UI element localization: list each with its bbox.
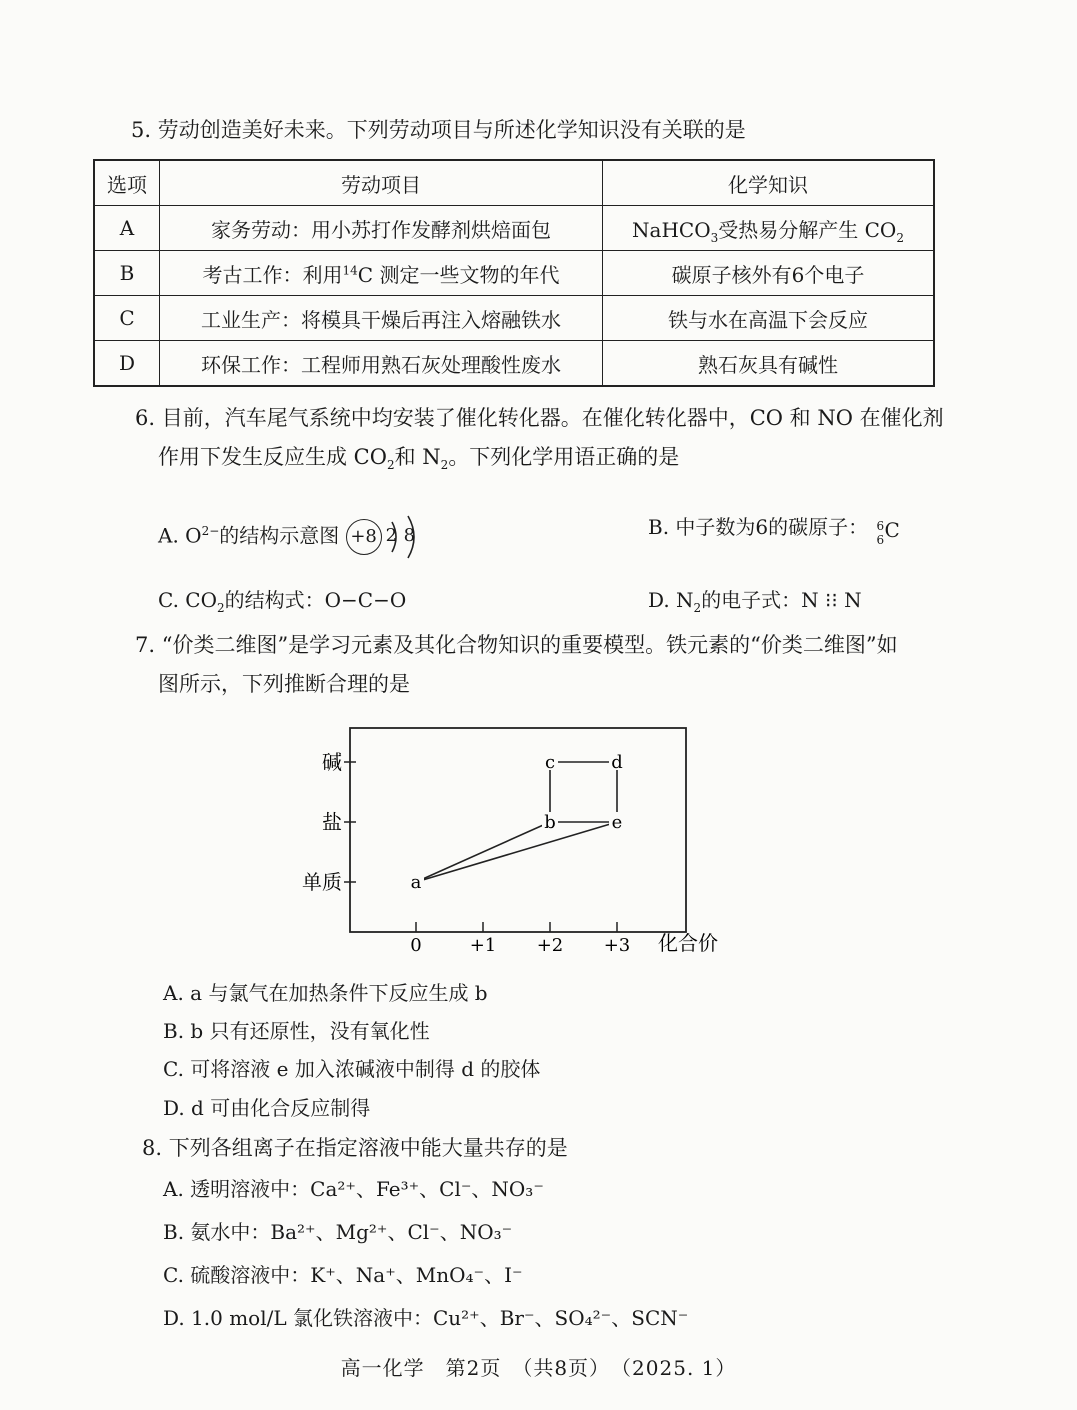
row-knowledge: 铁与水在高温下会反应	[603, 296, 935, 341]
point-d: d	[611, 752, 623, 773]
link-a-e	[416, 822, 617, 882]
x-tick-label: +1	[469, 935, 497, 956]
x-tick-label: +2	[536, 935, 564, 956]
row-option: C	[94, 296, 160, 341]
row-option: D	[94, 341, 160, 387]
link-a-b	[416, 822, 550, 882]
page-footer: 高一化学 第2页 （共8页） （2025. 1）	[340, 1356, 737, 1380]
q6-option-d: D. $N_2$的电子式：N ⁝⁝ N	[648, 588, 862, 615]
q8-option-c: C. 硫酸溶液中：K⁺、Na⁺、MnO₄⁻、I⁻	[163, 1263, 523, 1287]
y-tick-label: 碱	[322, 750, 342, 774]
row-project: 环保工作：工程师用熟石灰处理酸性废水	[160, 341, 603, 387]
q8-option-a: A. 透明溶液中：Ca²⁺、Fe³⁺、Cl⁻、NO₃⁻	[163, 1177, 544, 1201]
q8-option-b: B. 氨水中：Ba²⁺、Mg²⁺、Cl⁻、NO₃⁻	[163, 1220, 513, 1244]
point-c: c	[544, 752, 556, 773]
q6-stem-line2: 作用下发生反应生成 $CO_2$和 $N_2$。下列化学用语正确的是	[158, 445, 680, 473]
point-b: b	[544, 812, 556, 833]
chart-frame	[350, 728, 686, 932]
row-option: A	[94, 206, 160, 251]
q7-option-b: B. b 只有还原性，没有氧化性	[163, 1019, 430, 1043]
q5-stem: 5. 劳动创造美好未来。下列劳动项目与所述化学知识没有关联的是	[131, 118, 746, 142]
q8-option-d: D. 1.0 mol/L 氯化铁溶液中：Cu²⁺、Br⁻、SO₄²⁻、SCN⁻	[163, 1306, 689, 1330]
q7-option-d: D. d 可由化合反应制得	[163, 1096, 371, 1120]
q6-option-c: C. $CO_2$的结构式：O−C−O	[158, 588, 407, 615]
q6-option-a: A. $O^{2-}$的结构示意图 +8 2 8	[158, 512, 428, 562]
isotope-notation: 6 6 C	[876, 517, 900, 547]
row-knowledge: 碳原子核外有6个电子	[603, 251, 935, 296]
table-row	[94, 206, 934, 251]
header-knowledge: 化学知识	[603, 160, 935, 206]
nucleus: +8	[346, 519, 382, 555]
y-tick-label: 盐	[322, 810, 342, 834]
q8-stem: 8. 下列各组离子在指定溶液中能大量共存的是	[142, 1136, 568, 1160]
q6-stem-line1: 6. 目前，汽车尾气系统中均安装了催化转化器。在催化转化器中，CO 和 NO 在催化剂	[135, 406, 944, 430]
row-knowledge: NaHCO$_3$受热易分解产生 $CO_2$	[603, 206, 935, 251]
x-tick-label: 0	[410, 935, 422, 956]
valence-class-chart	[300, 718, 760, 963]
point-e: e	[611, 812, 623, 833]
point-a: a	[410, 872, 422, 893]
x-axis-title: 化合价	[658, 931, 718, 955]
table-row	[94, 341, 934, 387]
q7-option-c: C. 可将溶液 e 加入浓碱液中制得 d 的胶体	[163, 1057, 541, 1081]
row-project: 家务劳动：用小苏打作发酵剂烘焙面包	[160, 206, 603, 251]
table-header-row	[94, 160, 934, 206]
row-project: 考古工作：利用$^{14}$C 测定一些文物的年代	[160, 251, 603, 296]
y-tick-label: 单质	[302, 870, 342, 894]
atom-structure-diagram	[346, 512, 428, 562]
q7-stem-line1: 7. “价类二维图”是学习元素及其化合物知识的重要模型。铁元素的“价类二维图”如	[135, 633, 898, 657]
q7-option-a: A. a 与氯气在加热条件下反应生成 b	[163, 981, 488, 1005]
row-option: B	[94, 251, 160, 296]
header-option: 选项	[94, 160, 160, 206]
table-row	[94, 296, 934, 341]
shell-1-count: 2	[385, 525, 398, 546]
row-knowledge: 熟石灰具有碱性	[603, 341, 935, 387]
q5-table	[93, 159, 935, 387]
header-project: 劳动项目	[160, 160, 603, 206]
shell-2-count: 8	[403, 525, 416, 546]
table-row	[94, 251, 934, 296]
row-project: 工业生产：将模具干燥后再注入熔融铁水	[160, 296, 603, 341]
q7-stem-line2: 图所示，下列推断合理的是	[158, 672, 410, 696]
x-tick-label: +3	[603, 935, 631, 956]
q6-option-b: B. 中子数为6的碳原子： 6 6 C	[648, 515, 900, 547]
